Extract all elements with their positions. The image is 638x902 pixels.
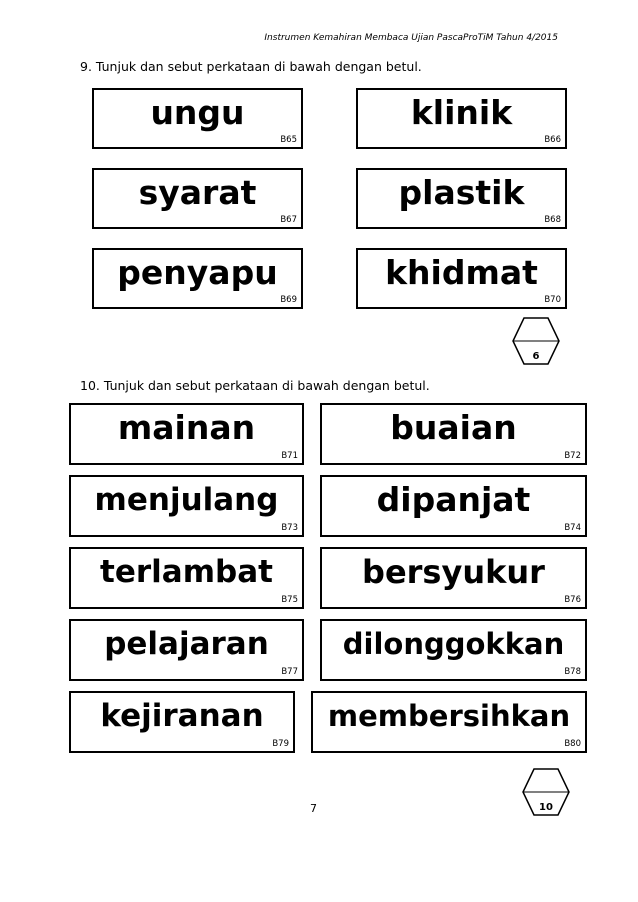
card-word: mainan xyxy=(117,408,256,447)
instruction-9: 9. Tunjuk dan sebut perkataan di bawah dengan betul. xyxy=(80,59,422,74)
card-word: plastik xyxy=(398,172,525,212)
card-code: B79 xyxy=(272,739,289,749)
word-card-b66[interactable] xyxy=(356,88,567,149)
card-code: B66 xyxy=(544,135,561,145)
score-label: 10 xyxy=(539,802,553,813)
word-card-b69[interactable] xyxy=(92,248,303,309)
card-code: B80 xyxy=(564,739,581,749)
card-code: B73 xyxy=(281,523,298,533)
card-word: buaian xyxy=(390,408,517,447)
word-card-b77[interactable] xyxy=(69,619,304,681)
card-word: kejiranan xyxy=(100,697,264,734)
card-word: membersihkan xyxy=(327,698,571,733)
card-word: pelajaran xyxy=(104,625,269,662)
card-word: khidmat xyxy=(385,252,538,292)
card-code: B77 xyxy=(281,667,298,677)
word-card-b74[interactable] xyxy=(320,475,587,537)
document-header: Instrumen Kemahiran Membaca Ujian PascaProTiM Tahun 4/2015 xyxy=(264,33,558,43)
word-card-b68[interactable] xyxy=(356,168,567,229)
card-code: B68 xyxy=(544,215,561,225)
card-code: B71 xyxy=(281,451,298,461)
card-word: dilonggokkan xyxy=(342,626,565,661)
word-card-b70[interactable] xyxy=(356,248,567,309)
word-card-b72[interactable] xyxy=(320,403,587,465)
word-card-b65[interactable] xyxy=(92,88,303,149)
card-code: B69 xyxy=(280,295,297,305)
score-hexagon-10 xyxy=(521,767,571,817)
card-word: dipanjat xyxy=(376,480,531,519)
word-card-b71[interactable] xyxy=(69,403,304,465)
card-code: B74 xyxy=(564,523,581,533)
card-code: B78 xyxy=(564,667,581,677)
score-hexagon-9 xyxy=(511,316,561,366)
card-code: B76 xyxy=(564,595,581,605)
card-word: terlambat xyxy=(100,553,273,590)
card-word: ungu xyxy=(150,92,245,132)
card-word: bersyukur xyxy=(362,552,545,591)
word-card-b75[interactable] xyxy=(69,547,304,609)
word-card-b76[interactable] xyxy=(320,547,587,609)
score-label: 6 xyxy=(532,351,540,362)
instruction-10: 10. Tunjuk dan sebut perkataan di bawah dengan betul. xyxy=(80,378,430,393)
page-number: 7 xyxy=(310,802,317,815)
word-card-b79[interactable] xyxy=(69,691,295,753)
card-code: B65 xyxy=(280,135,297,145)
card-word: syarat xyxy=(138,172,257,212)
card-word: klinik xyxy=(410,92,513,132)
card-word: penyapu xyxy=(117,252,278,292)
card-code: B70 xyxy=(544,295,561,305)
word-card-b80[interactable] xyxy=(311,691,587,753)
card-word: menjulang xyxy=(94,481,279,518)
card-code: B67 xyxy=(280,215,297,225)
word-card-b78[interactable] xyxy=(320,619,587,681)
word-card-b73[interactable] xyxy=(69,475,304,537)
word-card-b67[interactable] xyxy=(92,168,303,229)
card-code: B75 xyxy=(281,595,298,605)
card-code: B72 xyxy=(564,451,581,461)
